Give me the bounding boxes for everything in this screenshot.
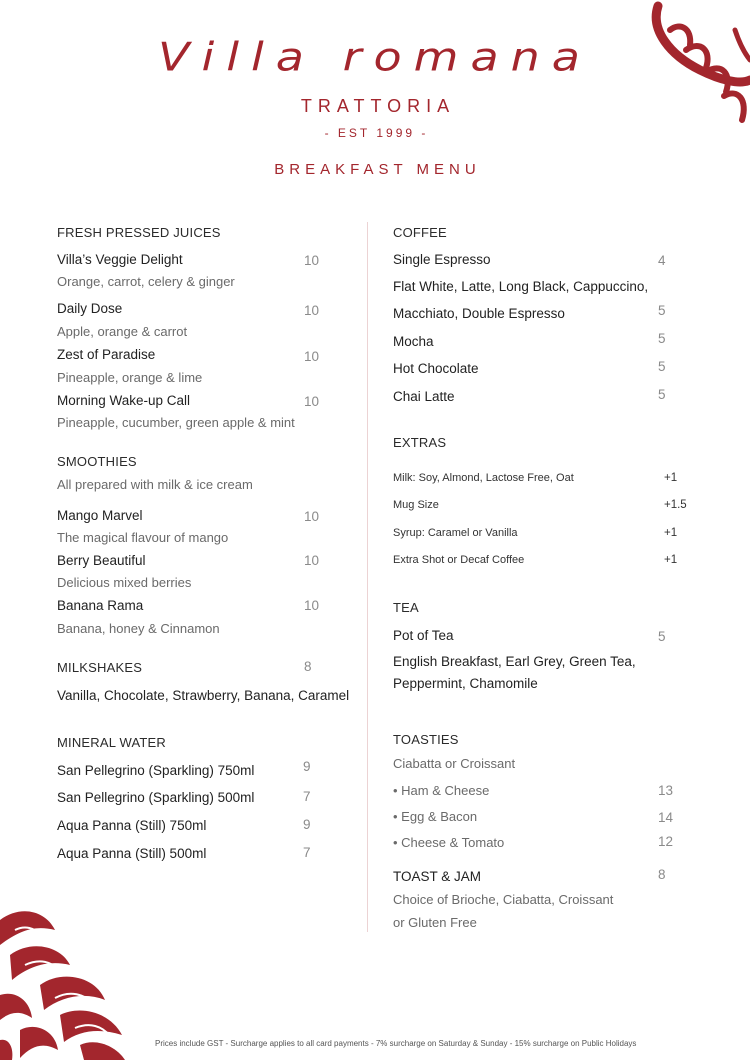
juice-price: 10	[304, 303, 320, 318]
coffee-price: 5	[658, 359, 666, 374]
extra-name: Milk: Soy, Almond, Lactose Free, Oat	[393, 472, 574, 484]
extra-price: +1	[664, 527, 678, 539]
juice-name: Morning Wake-up Call	[57, 393, 191, 408]
juice-desc: Pineapple, cucumber, green apple & mint	[57, 415, 295, 430]
smoothie-desc: Delicious mixed berries	[57, 575, 192, 590]
extra-price: +1	[664, 554, 678, 566]
juice-desc: Apple, orange & carrot	[57, 324, 188, 339]
tea-price: 5	[658, 629, 666, 644]
section-title-tea: TEA	[393, 600, 419, 615]
coffee-price: 5	[658, 387, 666, 402]
logo-subtitle: TRATTORIA	[300, 96, 456, 116]
water-name: San Pellegrino (Sparkling) 750ml	[57, 763, 255, 778]
smoothie-price: 10	[304, 553, 320, 568]
coffee-list-line1: Flat White, Latte, Long Black, Cappuccino,	[393, 279, 649, 294]
milkshake-flavours: Vanilla, Chocolate, Strawberry, Banana, Caramel	[57, 688, 350, 703]
smoothie-desc: Banana, honey & Cinnamon	[57, 621, 220, 636]
section-title-milkshakes: MILKSHAKES	[57, 660, 143, 675]
water-price: 7	[303, 845, 311, 860]
smoothie-name: Banana Rama	[57, 598, 144, 613]
toastie-name: • Cheese & Tomato	[393, 835, 505, 850]
water-name: Aqua Panna (Still) 750ml	[57, 818, 207, 833]
smoothie-price: 10	[304, 598, 320, 613]
milkshakes-price: 8	[304, 659, 312, 674]
logo-wordmark: Villa romana	[157, 34, 592, 80]
coffee-list-line2: Macchiato, Double Espresso	[393, 306, 565, 321]
extra-name: Mug Size	[393, 499, 439, 511]
column-divider	[367, 222, 368, 932]
smoothie-name: Berry Beautiful	[57, 553, 146, 568]
juice-name: Daily Dose	[57, 301, 123, 316]
toast-jam-desc-line2: or Gluten Free	[393, 915, 477, 930]
juice-price: 10	[304, 394, 320, 409]
footer-note: Prices include GST - Surcharge applies to all card payments - 7% surcharge on Saturday & Sunday - 15% surcharge on Public Holidays	[155, 1039, 637, 1048]
toast-jam-desc-line1: Choice of Brioche, Ciabatta, Croissant	[393, 892, 614, 907]
smoothies-note: All prepared with milk & ice cream	[57, 477, 253, 492]
extra-price: +1	[664, 472, 678, 484]
juice-desc: Orange, carrot, celery & ginger	[57, 274, 235, 289]
section-title-juices: FRESH PRESSED JUICES	[57, 225, 221, 240]
section-title-water: MINERAL WATER	[57, 735, 167, 750]
smoothie-name: Mango Marvel	[57, 508, 143, 523]
logo-established: - EST 1999 -	[324, 126, 429, 140]
toast-jam-price: 8	[658, 867, 666, 882]
coffee-price: 5	[658, 331, 666, 346]
coffee-name: Mocha	[393, 334, 434, 349]
water-price: 7	[303, 789, 311, 804]
toastie-price: 12	[658, 834, 674, 849]
section-title-extras: EXTRAS	[393, 435, 447, 450]
toastie-name: • Ham & Cheese	[393, 783, 490, 798]
coffee-price: 4	[658, 253, 666, 268]
toastie-price: 13	[658, 783, 674, 798]
toastie-price: 14	[658, 810, 674, 825]
extra-price: +1.5	[664, 499, 687, 511]
toastie-name: • Egg & Bacon	[393, 809, 478, 824]
water-name: San Pellegrino (Sparkling) 500ml	[57, 790, 255, 805]
toasties-bread: Ciabatta or Croissant	[393, 756, 516, 771]
tea-name: Pot of Tea	[393, 628, 454, 643]
juice-name: Zest of Paradise	[57, 347, 156, 362]
juice-price: 10	[304, 253, 320, 268]
coffee-price: 5	[658, 303, 666, 318]
smoothie-price: 10	[304, 509, 320, 524]
juice-name: Villa’s Veggie Delight	[57, 252, 183, 267]
juice-desc: Pineapple, orange & lime	[57, 370, 203, 385]
water-name: Aqua Panna (Still) 500ml	[57, 846, 207, 861]
tea-varieties-line1: English Breakfast, Earl Grey, Green Tea,	[393, 654, 636, 669]
extra-name: Extra Shot or Decaf Coffee	[393, 554, 525, 566]
extra-name: Syrup: Caramel or Vanilla	[393, 527, 518, 539]
smoothie-desc: The magical flavour of mango	[57, 530, 229, 545]
water-price: 9	[303, 817, 311, 832]
coffee-name: Single Espresso	[393, 252, 491, 267]
tea-varieties-line2: Peppermint, Chamomile	[393, 676, 538, 691]
coffee-name: Hot Chocolate	[393, 361, 479, 376]
coffee-name: Chai Latte	[393, 389, 455, 404]
menu-title: BREAKFAST MENU	[274, 161, 481, 178]
section-title-coffee: COFFEE	[393, 225, 447, 240]
juice-price: 10	[304, 349, 320, 364]
section-title-toast-jam: TOAST & JAM	[393, 869, 482, 884]
section-title-toasties: TOASTIES	[393, 732, 459, 747]
bottom-left-ornament-icon	[0, 900, 135, 1060]
section-title-smoothies: SMOOTHIES	[57, 454, 137, 469]
water-price: 9	[303, 759, 311, 774]
